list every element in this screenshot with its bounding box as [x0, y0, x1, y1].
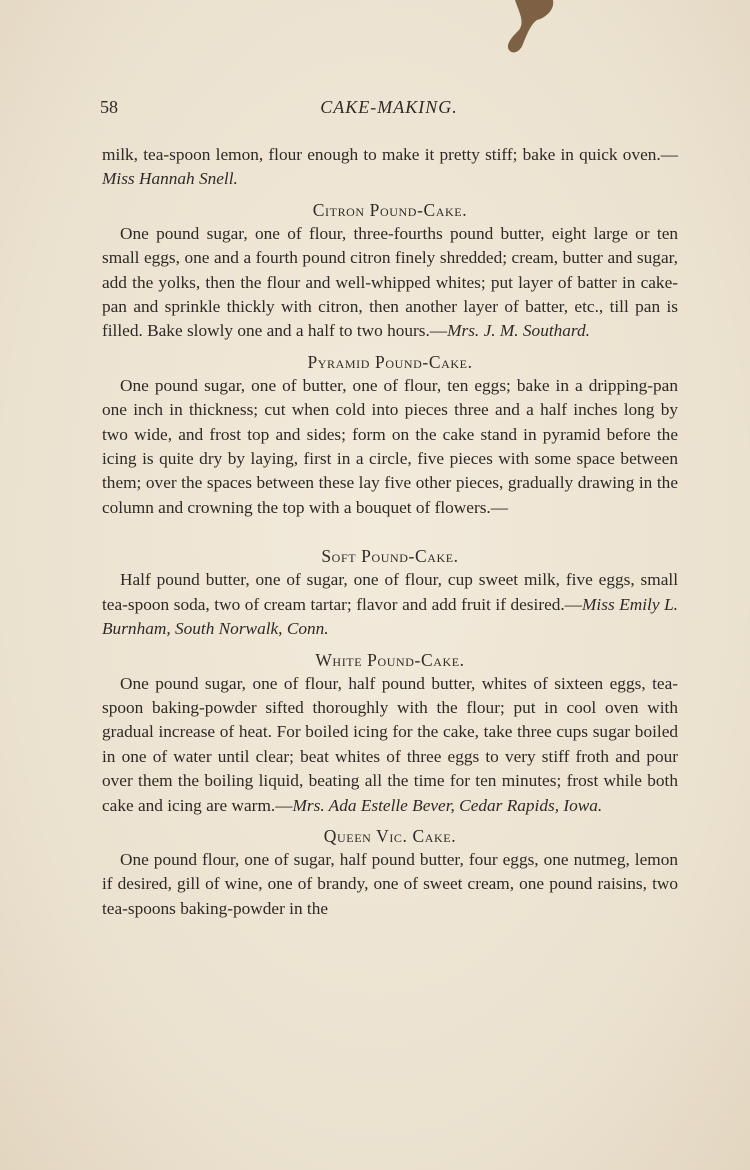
page-header: [100, 97, 678, 121]
recipe-text: One pound flour, one of sugar, half pound butter, four eggs, one nutmeg, lemon if desired, gill of wine, one of brandy, one of sweet cream, one pound raisins, two tea-spoons baking-powder in the: [102, 849, 678, 918]
recipe-text: One pound sugar, one of flour, half pound butter, whites of sixteen eggs, tea-spoon baking-powder sifted thoroughly with the flour; put in cool oven with gradual increase of heat. For boiled icing for the cake, take three cups sugar boiled in one of water until clear; beat whites of three eggs to very stiff froth and pour over them the boiling liquid, beating all the time for ten minutes; frost while both cake and icing are warm.—: [102, 673, 678, 815]
recipe-text: One pound sugar, one of butter, one of flour, ten eggs; bake in a dripping-pan one inch in thickness; cut when cold into pieces three and a half inches long by two wide, and frost top and sides; form on the cake stand in pyramid before the icing is quite dry by laying, first in a circle, five pieces with some space between them; over the spaces between these lay five other pieces, gradually drawing in the column and crowning the top with a bouquet of flowers.—: [102, 375, 678, 517]
recipe-citation: Miss Emily L. Burnham, South Norwalk, Conn.: [102, 594, 679, 639]
recipe-title-pyramid: Pyramid Pound-Cake.: [307, 351, 473, 372]
recipe-title-citron: Citron Pound-Cake.: [312, 199, 468, 220]
recipe-body-citron: [102, 222, 678, 344]
intro-paragraph: [102, 143, 678, 192]
intro-text: milk, tea-spoon lemon, flour enough to make it pretty stiff; bake in quick oven.—: [102, 145, 678, 164]
page-content: [102, 143, 678, 921]
running-head: CAKE-MAKING.: [320, 97, 458, 117]
intro-citation: Miss Hannah Snell.: [102, 169, 238, 189]
page-number: 58: [100, 97, 118, 117]
recipe-body-white: [102, 672, 678, 818]
recipe-body-queen-vic: [102, 848, 678, 921]
recipe-text: Half pound butter, one of sugar, one of flour, cup sweet milk, five eggs, small tea-spoon soda, two of cream tartar; flavor and add fruit if desired.—: [102, 570, 678, 614]
ink-stain: [505, 0, 555, 55]
recipe-title-queen-vic: Queen Vic. Cake.: [323, 825, 457, 846]
recipe-citation: Mrs. Ada Estelle Bever, Cedar Rapids, Iowa.: [292, 795, 603, 815]
recipe-body-pyramid: [102, 374, 678, 520]
recipe-title-soft: Soft Pound-Cake.: [321, 546, 459, 567]
recipe-text: One pound sugar, one of flour, three-fourths pound butter, eight large or ten small eggs, one and a fourth pound citron finely shredded; cream, butter and sugar, add the yolks, then the flour and well-whipped whites; put layer of batter in cake-pan and sprinkle thickly with citron, then another layer of batter, etc., till pan is filled. Bake slowly one and a half to two hours.—: [102, 223, 678, 341]
recipe-title-white: White Pound-Cake.: [315, 649, 465, 670]
recipe-body-soft: [102, 568, 678, 641]
recipe-citation: Mrs. J. M. Southard.: [447, 321, 590, 341]
